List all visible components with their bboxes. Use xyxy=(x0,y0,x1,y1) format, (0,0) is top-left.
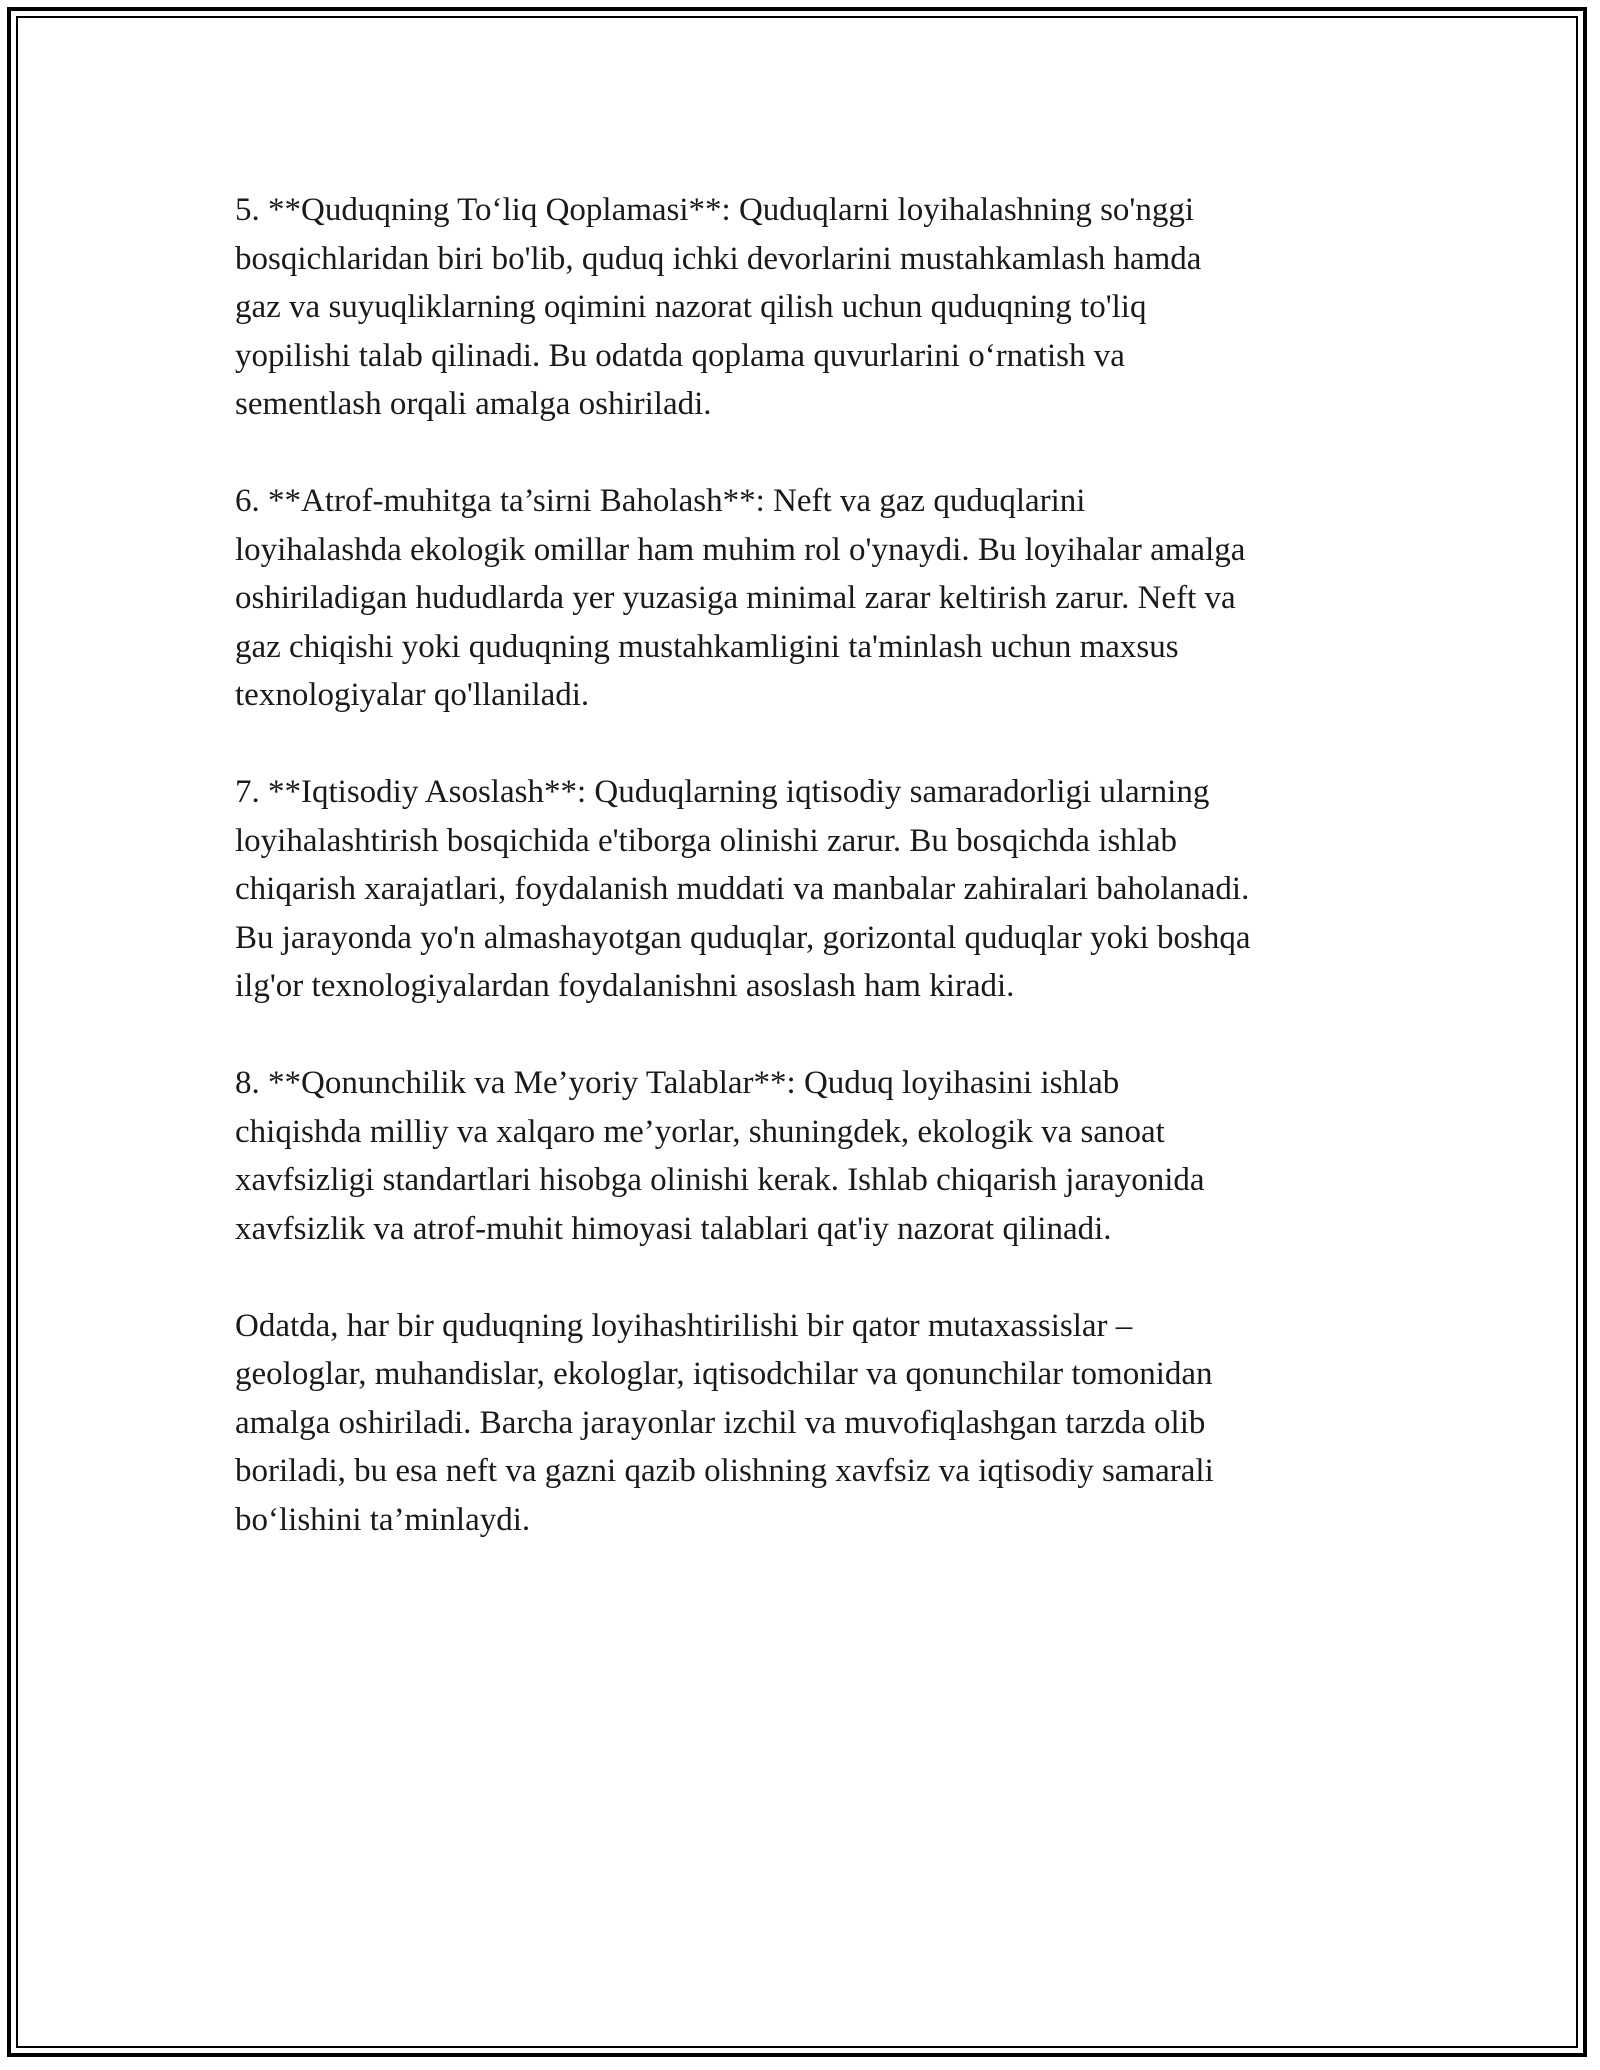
text-line: gaz chiqishi yoki quduqning mustahkamligini ta'minlash uchun maxsus xyxy=(235,628,1179,665)
text-line: 5. **Quduqning To‘liq Qoplamasi**: Quduqlarni loyihalashning so'nggi xyxy=(235,192,1195,228)
paragraph-5-well-casing xyxy=(235,186,1395,429)
text-line: yopilishi talab qilinadi. Bu odatda qoplama quvurlarini o‘rnatish va xyxy=(235,337,1125,374)
text-line: bosqichlaridan biri bo'lib, quduq ichki devorlarini mustahkamlash hamda xyxy=(235,240,1202,277)
text-line: 6. **Atrof-muhitga ta’sirni Baholash**: Neft va gaz quduqlarini xyxy=(235,483,1086,519)
text-line: sementlash orqali amalga oshiriladi. xyxy=(235,386,712,422)
text-line: Bu jarayonda yo'n almashayotgan quduqlar, gorizontal quduqlar yoki boshqa xyxy=(235,919,1251,956)
paragraph-conclusion xyxy=(235,1302,1395,1545)
text-line: ilg'or texnologiyalardan foydalanishni asoslash ham kiradi. xyxy=(235,968,1015,1004)
paragraph-6-environmental-assessment xyxy=(235,477,1395,720)
text-line: bo‘lishini ta’minlaydi. xyxy=(235,1501,531,1538)
text-line: loyihalashda ekologik omillar ham muhim rol o'ynaydi. Bu loyihalar amalga xyxy=(235,531,1246,568)
text-line: 8. **Qonunchilik va Me’yoriy Talablar**: Quduq loyihasini ishlab xyxy=(235,1065,1120,1101)
text-line: chiqishda milliy va xalqaro me’yorlar, shuningdek, ekologik va sanoat xyxy=(235,1113,1165,1150)
document-body xyxy=(235,186,1395,1593)
text-line: gaz va suyuqliklarning oqimini nazorat qilish uchun quduqning to'liq xyxy=(235,289,1147,325)
paragraph-8-legal-requirements xyxy=(235,1059,1395,1253)
text-line: 7. **Iqtisodiy Asoslash**: Quduqlarning iqtisodiy samaradorligi ularning xyxy=(235,774,1210,810)
text-line: boriladi, bu esa neft va gazni qazib olishning xavfsiz va iqtisodiy samarali xyxy=(235,1453,1214,1489)
text-line: loyihalashtirish bosqichida e'tiborga olinishi zarur. Bu bosqichda ishlab xyxy=(235,822,1178,859)
text-line: xavfsizlik va atrof-muhit himoyasi talablari qat'iy nazorat qilinadi. xyxy=(235,1210,1112,1247)
text-line: texnologiyalar qo'llaniladi. xyxy=(235,677,590,713)
text-line: chiqarish xarajatlari, foydalanish muddati va manbalar zahiralari baholanadi. xyxy=(235,871,1250,907)
text-line: oshiriladigan hududlarda yer yuzasiga minimal zarar keltirish zarur. Neft va xyxy=(235,580,1236,616)
text-line: xavfsizligi standartlari hisobga olinishi kerak. Ishlab chiqarish jarayonida xyxy=(235,1162,1205,1198)
text-line: Odatda, har bir quduqning loyihashtirilishi bir qator mutaxassislar – xyxy=(235,1307,1133,1344)
text-line: geologlar, muhandislar, ekologlar, iqtisodchilar va qonunchilar tomonidan xyxy=(235,1356,1213,1392)
paragraph-7-economic-justification xyxy=(235,768,1395,1011)
text-line: amalga oshiriladi. Barcha jarayonlar izchil va muvofiqlashgan tarzda olib xyxy=(235,1404,1206,1441)
